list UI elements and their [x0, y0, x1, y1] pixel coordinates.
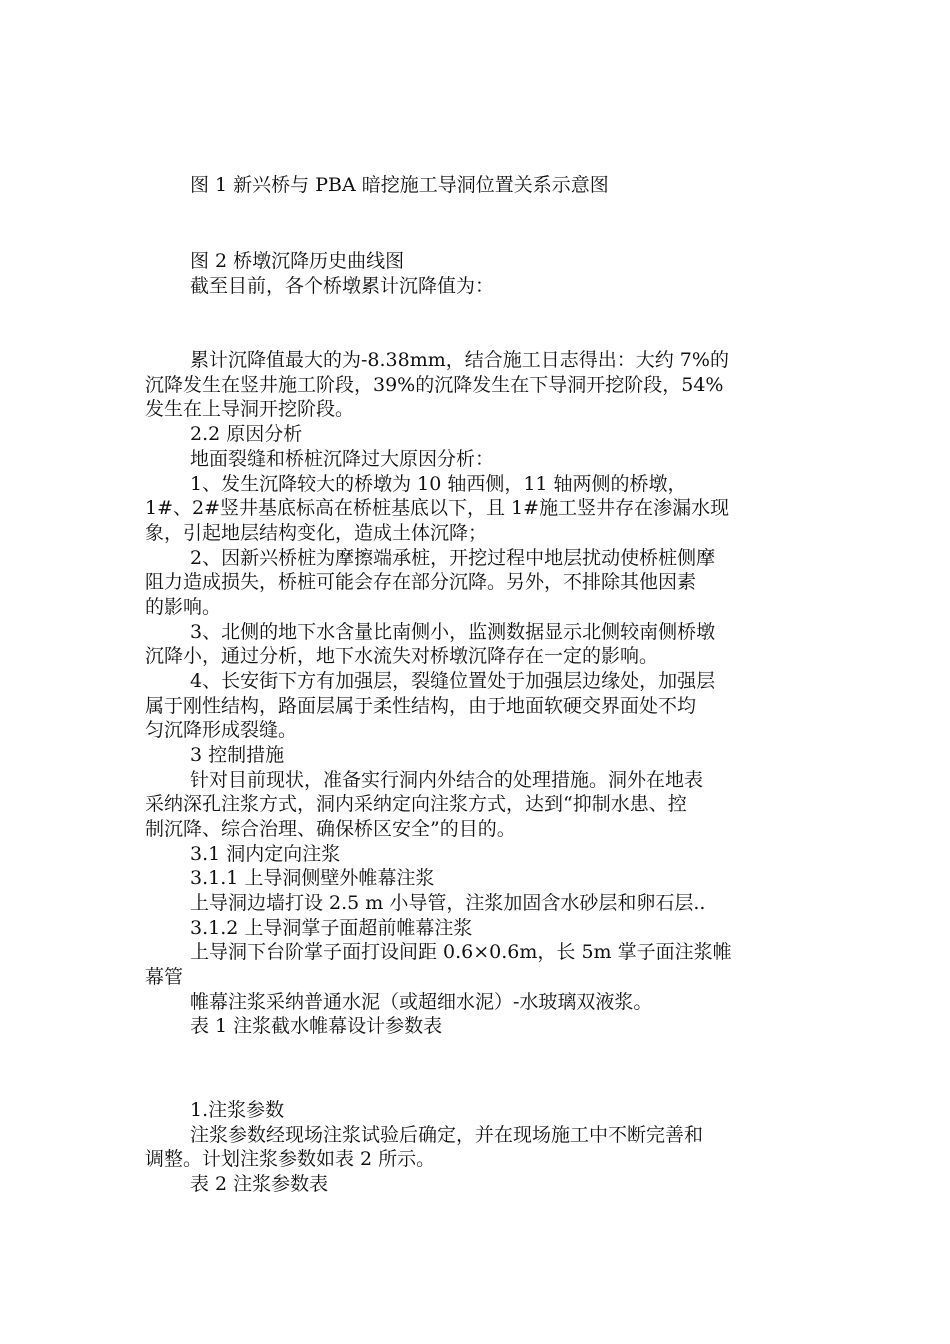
section-heading: 2.2 原因分析	[190, 423, 303, 445]
figure-2-caption: 图 2 桥墩沉降历史曲线图	[190, 250, 405, 272]
paragraph-line: 象，引起地层结构变化，造成土体沉降；	[145, 522, 488, 544]
paragraph-line: 上导洞下台阶掌子面打设间距 0.6×0.6m，长 5m 掌子面注浆帷	[190, 941, 732, 963]
paragraph-line: 截至目前，各个桥墩累计沉降值为：	[190, 275, 495, 297]
paragraph-line: 阻力造成损失，桥桩可能会存在部分沉降。另外，不排除其他因素	[145, 571, 697, 593]
section-heading: 3.1.1 上导洞侧壁外帷幕注浆	[190, 867, 435, 889]
paragraph-line: 属于刚性结构，路面层属于柔性结构，由于地面软硬交界面处不均	[145, 695, 697, 717]
table-2-caption: 表 2 注浆参数表	[190, 1173, 329, 1195]
paragraph-line: 累计沉降值最大的为-8.38mm，结合施工日志得出：大约 7%的	[190, 349, 729, 371]
paragraph-line: 发生在上导洞开挖阶段。	[145, 398, 355, 420]
figure-1-caption: 图 1 新兴桥与 PBA 暗挖施工导洞位置关系示意图	[190, 174, 609, 196]
paragraph-line: 沉降小，通过分析，地下水流失对桥墩沉降存在一定的影响。	[145, 645, 659, 667]
section-heading: 3.1 洞内定向注浆	[190, 843, 341, 865]
table-1-caption: 表 1 注浆截水帷幕设计参数表	[190, 1015, 443, 1037]
paragraph-line: 匀沉降形成裂缝。	[145, 719, 298, 741]
paragraph-line: 1#、2#竖井基底标高在桥桩基底以下，且 1#施工竖井存在渗漏水现	[145, 497, 730, 519]
paragraph-line: 制沉降、综合治理、确保桥区安全”的目的。	[145, 818, 516, 840]
section-heading: 1.注浆参数	[190, 1099, 285, 1121]
paragraph-line: 帷幕注浆采纳普通水泥（或超细水泥）-水玻璃双液浆。	[190, 991, 653, 1013]
paragraph-line: 采纳深孔注浆方式，洞内采纳定向注浆方式，达到“抑制水患、控	[145, 793, 687, 815]
paragraph-line: 上导洞边墙打设 2.5 m 小导管，注浆加固含水砂层和卵石层..	[190, 892, 706, 914]
paragraph-line: 3、北侧的地下水含量比南侧小，监测数据显示北侧较南侧桥墩	[190, 621, 716, 643]
paragraph-line: 2、因新兴桥桩为摩擦端承桩，开挖过程中地层扰动使桥桩侧摩	[190, 547, 716, 569]
paragraph-line: 4、长安街下方有加强层，裂缝位置处于加强层边缘处，加强层	[190, 670, 716, 692]
paragraph-line: 地面裂缝和桥桩沉降过大原因分析：	[190, 448, 495, 470]
section-heading: 3.1.2 上导洞掌子面超前帷幕注浆	[190, 917, 473, 939]
paragraph-line: 针对目前现状，准备实行洞内外结合的处理措施。洞外在地表	[190, 769, 704, 791]
section-heading: 3 控制措施	[190, 744, 285, 766]
paragraph-line: 注浆参数经现场注浆试验后确定，并在现场施工中不断完善和	[190, 1124, 704, 1146]
paragraph-line: 幕管	[145, 966, 184, 988]
paragraph-line: 1、发生沉降较大的桥墩为 10 轴西侧，11 轴两侧的桥墩，	[190, 473, 687, 495]
paragraph-line: 调整。计划注浆参数如表 2 所示。	[145, 1148, 436, 1170]
paragraph-line: 沉降发生在竖井施工阶段，39%的沉降发生在下导洞开挖阶段，54%	[145, 374, 724, 396]
paragraph-line: 的影响。	[145, 596, 222, 618]
